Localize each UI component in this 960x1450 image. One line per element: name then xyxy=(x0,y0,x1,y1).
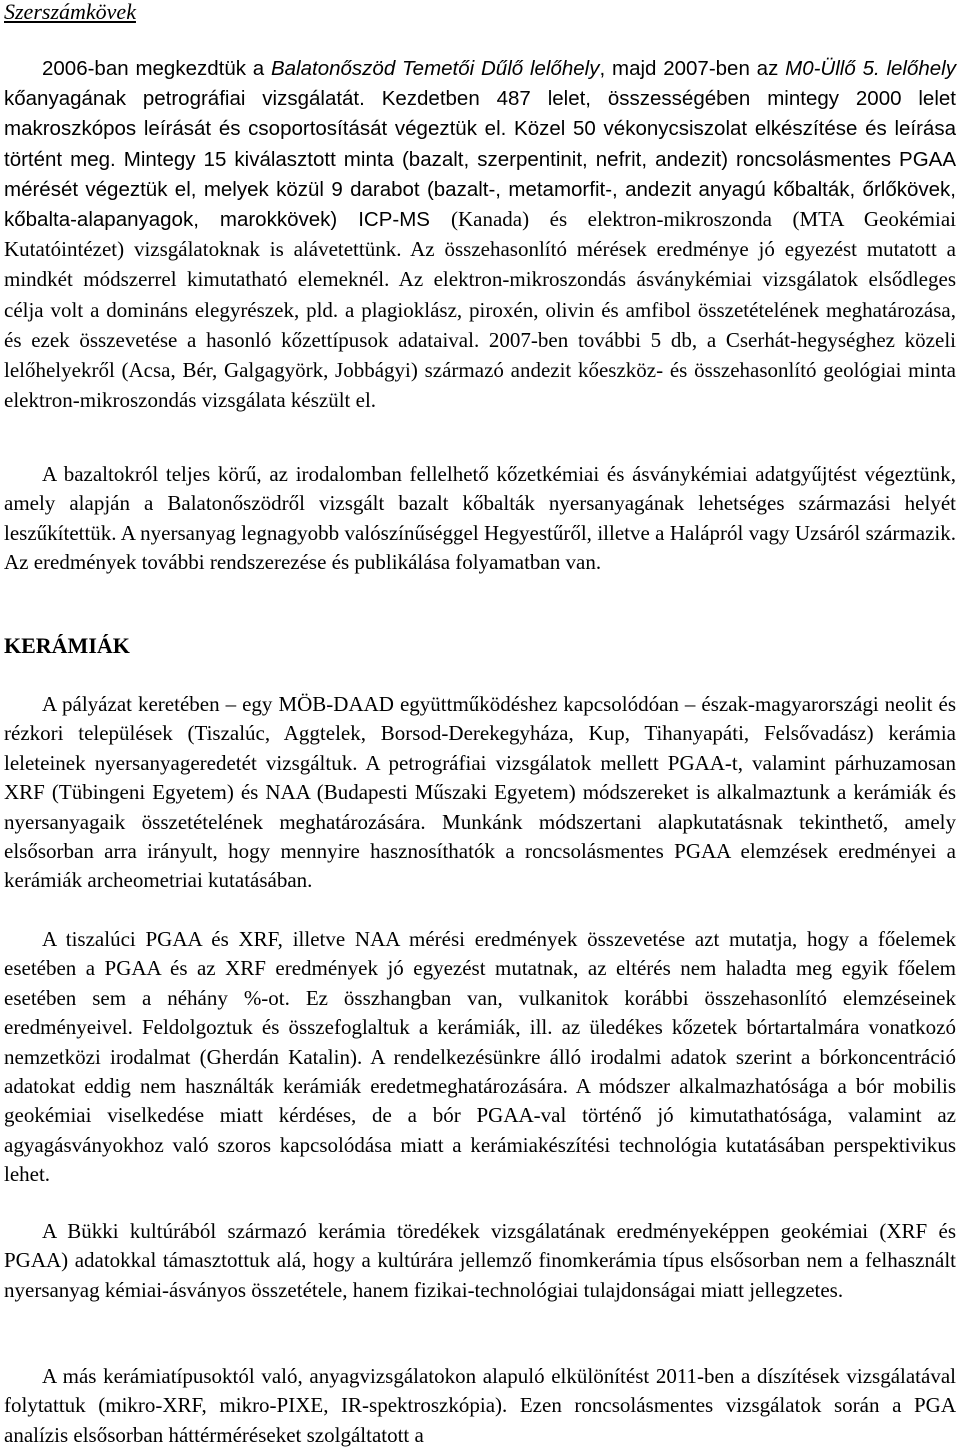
paragraph-sans-part xyxy=(4,57,956,231)
text-run: andezit) roncsolásmentes PGAA mérését végeztük el, melyek közül 9 darabot (bazalt-, xyxy=(4,147,957,201)
paragraph-keramiak-4: A más kerámiatípusoktól való, anyagvizsgálatokon alapuló elkülönítést 2011-ben a díszítések vizsgálatával folytattuk (mikro-XRF, mikro-PIXE, IR-spektroszkópia). Ezen roncsolásmentes vizsgálatok során a PGA analízis elsősorban háttérméréseket szolgáltatott a xyxy=(4,1364,956,1447)
text-run: kőanyagának petrográfiai vizsgálatát. Kezdetben 487 lelet, összességében mintegy xyxy=(4,87,839,111)
text-run: metamorfit-, andezit anyagú kőbalták, őrlőkövek, kőbalta-alapanyagok, marokkövek) ICP-MS xyxy=(4,177,956,232)
section-title-szerszamkovek: Szerszámkövek xyxy=(4,0,136,24)
section-title-keramiak: KERÁMIÁK xyxy=(4,633,130,658)
paragraph-serif-part: (Kanada) és elektron-mikroszonda (MTA Geokémiai Kutatóintézet) vizsgálatoknak is alávetettünk. Az összehasonlító mérések eredménye jó egyezést mutatott a mindkét módszerrel kimutatható elemeknél. Az elektron-mikroszondás ásványkémiai vizsgálatok elsődleges célja volt a domináns elegyrészek, pld. a plagioklász, piroxén, olivin és amfibol összetételének meghatározása, és ezek összevetése a hasonló kőzettípusok adataival. 2007-ben további 5 db, a Cserhát-hegységhez közeli lelőhelyekről (Acsa, Bér, Galgagyörk, Jobbágyi) származó andezit kőeszköz- és összehasonlító geológiai minta elektron-mikroszondás vizsgálata készült el. xyxy=(4,207,956,413)
site-name-italic: Balatonőszöd Temetői Dűlő lelőhely xyxy=(270,57,600,80)
text-run: , majd 2007-ben az xyxy=(599,57,786,80)
paragraph-keramiak-2: A tiszalúci PGAA és XRF, illetve NAA mérési eredmények összevetése azt mutatja, hogy a főelemek esetében a PGAA és az XRF eredmények jó egyezést mutatnak, az eltérés nem haladta meg egyik főelem esetében sem a néhány %-ot. Ez összhangban van, vulkanitok korábbi összehasonlító elemzéseinek eredményeivel. Feldolgoztuk és összefoglaltuk a kerámiák, ill. az üledékes kőzetek bórtartalmára vonatkozó nemzetközi irodalmat (Gherdán Katalin). A rendelkezésünkre álló irodalmi adatok szerint a bórkoncentráció adatokat eddig nem használták kerámiák eredetmeghatározására. A módszer alkalmazhatósága a bór mobilis geokémiai viselkedése miatt kérdéses, de a bór PGAA-val történő jó kimutathatósága, valamint az agyagásványokhoz való szoros kapcsolódása miatt a kerámiakészítési technológia kutatásában perspektivikus lehet. xyxy=(4,927,956,1187)
paragraph-szerszamkovek-1 xyxy=(4,54,956,416)
site-name-italic: M0-Üllő xyxy=(785,57,856,80)
site-name-italic: 5. lelőhely xyxy=(862,57,956,80)
text-run: 2000 lelet makroszkópos leírását és csoportosítását végeztük el. Közel 50 vékonycsiszolat xyxy=(4,87,956,141)
text-run: elkészítése és leírása történt meg. Mintegy 15 kiválasztott minta (bazalt, szerpentinit, nefrit, xyxy=(4,117,956,171)
paragraph-keramiak-3: A Bükki kultúrából származó kerámia töredékek vizsgálatának eredményeképpen geokémiai (XRF és PGAA) adatokkal támasztottuk alá, hogy a kultúrára jellemző finomkerámia típus elsősorban nem a felhasznált nyersanyag kémiai-ásványos összetétele, hanem fizikai-technológiai tulajdonságai miatt jellegzetes. xyxy=(4,1219,956,1302)
paragraph-szerszamkovek-2: A bazaltokról teljes körű, az irodalomban fellelhető kőzetkémiai és ásványkémiai adatgyűjtést végeztünk, amely alapján a Balatonőszödről vizsgált bazalt kőbalták nyersanyagának lehetséges származási helyét leszűkítettük. A nyersanyag legnagyobb valószínűséggel Hegyestűről, illetve a Halápról vagy Uzsáról származik. Az eredmények további rendszerezése és publikálása folyamatban van. xyxy=(4,462,956,574)
text-run: 2006-ban megkezdtük a xyxy=(42,57,271,80)
paragraph-keramiak-1: A pályázat keretében – egy MÖB-DAAD együttműködéshez kapcsolódóan – észak-magyarországi neolit és rézkori települések (Tiszalúc, Aggtelek, Borsod-Derekegyháza, Kup, Tihanyapáti, Felsővadász) kerámia leleteinek nyersanyageredetét vizsgáltuk. A petrográfiai vizsgálatok mellett PGAA-t, valamint párhuzamosan XRF (Tübingeni Egyetem) és NAA (Budapesti Műszaki Egyetem) módszereket is alkalmaztunk a kerámiák és nyersanyagaik összetételének meghatározására. Munkánk módszertani alapkutatásnak tekinthető, amely elsősorban arra irányult, hogy mennyire hasznosíthatók a roncsolásmentes PGAA elemzések eredményei a kerámiák archeometriai kutatásában. xyxy=(4,692,956,893)
